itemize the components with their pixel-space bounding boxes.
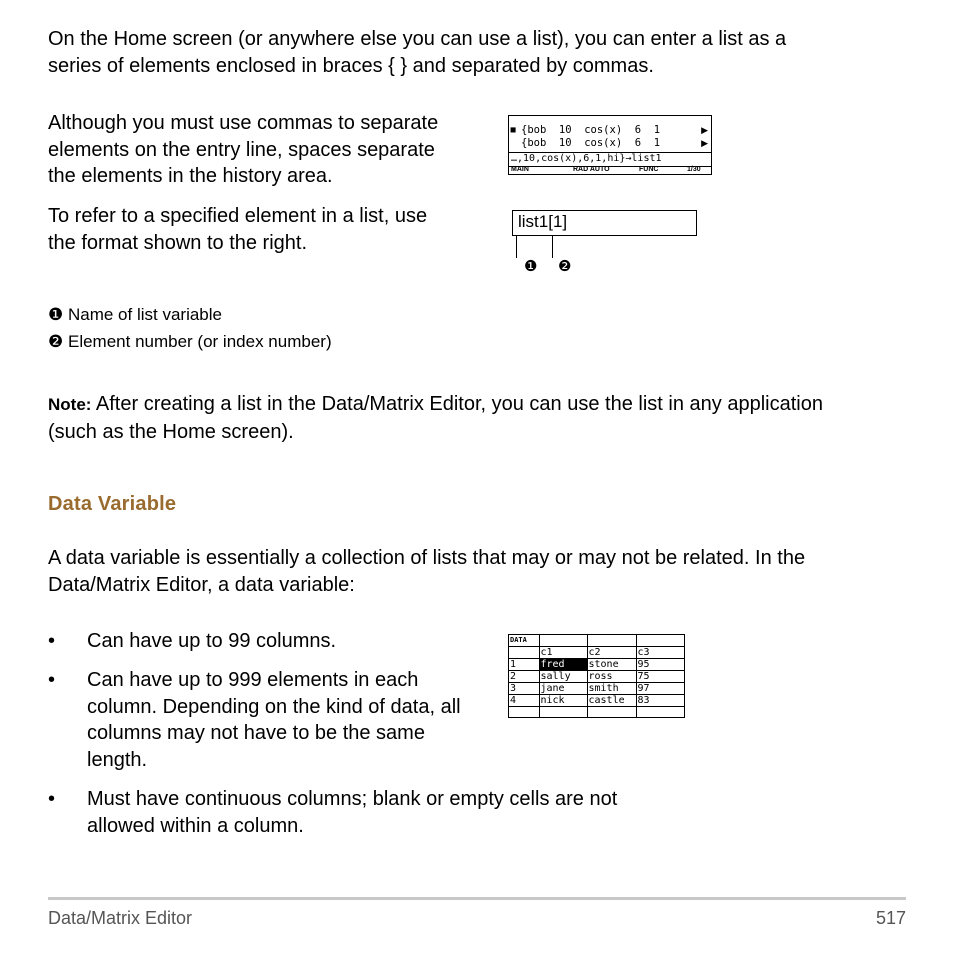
bullet-icon: •	[48, 630, 56, 652]
refer-paragraph	[48, 203, 427, 256]
intro-paragraph	[48, 26, 786, 79]
legend-number: ❷	[48, 332, 64, 351]
table-cell[interactable]: 75	[636, 671, 684, 683]
header-blank	[587, 635, 636, 647]
table-row	[509, 707, 684, 719]
empty-cell	[539, 707, 587, 719]
refer-line: the format shown to the right.	[48, 231, 308, 254]
intro-line: series of elements enclosed in braces { } and separated by commas.	[48, 54, 654, 77]
bullet-text: allowed within a column.	[87, 814, 304, 837]
scroll-right-icon: ▶	[701, 125, 708, 135]
refer-line: To refer to a specified element in a list, use	[48, 205, 428, 227]
footer-chapter: Data/Matrix Editor	[48, 908, 193, 928]
table-cell[interactable]: sally	[539, 671, 587, 683]
scroll-right-icon: ▶	[701, 138, 708, 148]
history-row: {bob 10 cos(x) 6 1	[521, 124, 661, 136]
callout-number-2: ❷	[558, 258, 572, 275]
data-editor-table	[509, 635, 684, 718]
section-heading: Data Variable	[48, 493, 177, 515]
bullet-text: Can have up to 999 elements in each	[87, 669, 419, 691]
commas-line: elements on the entry line, spaces separate	[48, 138, 435, 161]
row-number: 2	[509, 671, 539, 683]
table-cell[interactable]: ross	[587, 671, 636, 683]
table-cell-selected[interactable]: fred	[539, 659, 587, 671]
legend-text: Name of list variable	[67, 305, 222, 324]
table-row	[509, 635, 684, 647]
table-row	[509, 659, 684, 671]
bullet-icon: •	[48, 669, 56, 691]
bullet-item	[87, 628, 336, 655]
note-label: Note:	[48, 395, 92, 414]
note-text: After creating a list in the Data/Matrix Editor, you can use the list in any application	[95, 393, 823, 415]
home-screen-capture	[508, 115, 712, 175]
table-cell[interactable]: 83	[636, 695, 684, 707]
page-number: 517	[875, 908, 906, 928]
column-header[interactable]: c1	[539, 647, 587, 659]
column-header[interactable]: c2	[587, 647, 636, 659]
commas-line: the elements in the history area.	[48, 165, 333, 187]
bullet-text: length.	[87, 748, 148, 771]
history-row: {bob 10 cos(x) 6 1	[521, 137, 661, 149]
bullet-text: columns may not have to be the same	[87, 722, 425, 744]
callout-line-1	[516, 236, 517, 258]
callout-legend	[48, 301, 332, 355]
table-cell[interactable]: 95	[636, 659, 684, 671]
table-row	[509, 671, 684, 683]
corner-cell	[509, 647, 539, 659]
note-line	[48, 391, 823, 419]
status-angle: RAD AUTO	[573, 166, 610, 173]
legend-item	[48, 328, 332, 355]
row-number: 3	[509, 683, 539, 695]
history-marker: ■	[510, 124, 517, 136]
status-type: FUNC	[639, 166, 659, 173]
table-cell[interactable]: jane	[539, 683, 587, 695]
legend-number: ❶	[48, 305, 64, 324]
bullet-item	[87, 667, 461, 773]
status-line	[509, 165, 711, 175]
empty-cell	[509, 707, 539, 719]
header-blank	[539, 635, 587, 647]
header-blank	[636, 635, 684, 647]
callout-number-1: ❶	[524, 258, 538, 275]
legend-text: Element number (or index number)	[67, 332, 332, 351]
bullet-text: column. Depending on the kind of data, all	[87, 695, 461, 718]
table-cell[interactable]: stone	[587, 659, 636, 671]
table-row	[509, 683, 684, 695]
table-cell[interactable]: 97	[636, 683, 684, 695]
data-desc-line: A data variable is essentially a collection of lists that may or may not be related. In the	[48, 547, 806, 569]
bullet-text: Must have continuous columns; blank or empty cells are not	[87, 788, 618, 810]
commas-line: Although you must use commas to separate	[48, 112, 439, 134]
bullet-icon: •	[48, 788, 56, 810]
data-desc-line: Data/Matrix Editor, a data variable:	[48, 573, 355, 596]
row-number: 1	[509, 659, 539, 671]
table-cell[interactable]: smith	[587, 683, 636, 695]
bullet-text: Can have up to 99 columns.	[87, 630, 337, 652]
table-row	[509, 695, 684, 707]
row-number: 4	[509, 695, 539, 707]
table-cell[interactable]: castle	[587, 695, 636, 707]
intro-line: On the Home screen (or anywhere else you can use a list), you can enter a list as a	[48, 28, 787, 50]
footer-divider	[48, 897, 906, 900]
legend-item	[48, 301, 332, 328]
callout-line-2	[552, 236, 553, 258]
editor-title: DATA	[509, 635, 539, 647]
data-editor-capture	[508, 634, 685, 718]
column-header[interactable]: c3	[636, 647, 684, 659]
entry-line: …,10,cos(x),6,1,hi}→list1	[509, 152, 711, 167]
empty-cell	[587, 707, 636, 719]
commas-paragraph	[48, 110, 438, 190]
note-line: (such as the Home screen).	[48, 420, 294, 443]
status-count: 1/30	[687, 166, 701, 173]
note-paragraph	[48, 391, 823, 445]
status-mode: MAIN	[511, 166, 529, 173]
table-cell[interactable]: nick	[539, 695, 587, 707]
empty-cell	[636, 707, 684, 719]
table-row	[509, 647, 684, 659]
data-description	[48, 545, 805, 598]
bullet-item	[87, 786, 617, 839]
index-example-box: list1[1]	[512, 210, 697, 236]
